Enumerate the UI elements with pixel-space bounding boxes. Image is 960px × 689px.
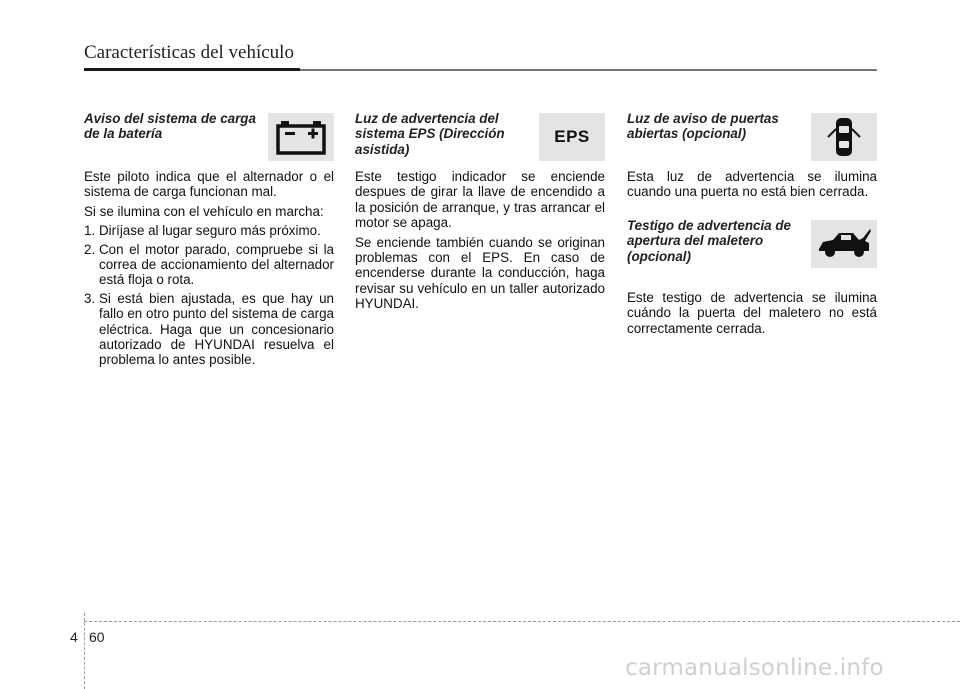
- footer-rule: [84, 621, 960, 622]
- trunk-section-header: [627, 218, 877, 290]
- trunk-paragraph-1: Este testigo de advertencia se ilumina cuándo la puerta del maletero no está correctamente cerrada.: [627, 289, 877, 336]
- eps-icon: EPS: [554, 127, 590, 147]
- column-eps: [355, 111, 605, 316]
- door-paragraph-1: Esta luz de advertencia se ilumina cuando una puerta no está bien cerrada.: [627, 169, 877, 200]
- column-door-trunk: [627, 111, 877, 340]
- battery-section-title: Aviso del sistema de carga de la batería: [84, 111, 256, 142]
- battery-icon: [275, 119, 327, 155]
- column-battery: [84, 111, 334, 371]
- header-rule-thin: [300, 69, 877, 71]
- door-open-icon: [824, 114, 864, 160]
- chapter-number: 4: [70, 629, 78, 645]
- battery-steps-list: [84, 223, 334, 368]
- eps-section-title: Luz de advertencia del sistema EPS (Dirección asistida): [355, 111, 505, 157]
- eps-paragraph-2: Se enciende también cuando se originan problemas con el EPS. En caso de encenderse durante la conducción, haga revisar su vehículo en un taller autorizado HYUNDAI.: [355, 234, 605, 312]
- list-item: 3. Si está bien ajustada, es que hay un fallo en otro punto del sistema de carga eléctrica. Haga que un concesionario autorizado de HYUNDAI resuelva el problema lo antes posible.: [84, 290, 334, 368]
- eps-section-header: [355, 111, 605, 169]
- battery-section-header: [84, 111, 334, 169]
- list-item: 1. Diríjase al lugar seguro más próximo.: [84, 223, 321, 239]
- page-number: 60: [89, 629, 105, 645]
- battery-paragraph-1: Este piloto indica que el alternador o el sistema de carga funcionan mal.: [84, 169, 334, 200]
- header-rule-thick: [84, 68, 300, 71]
- door-section-title: Luz de aviso de puertas abiertas (opcional): [627, 111, 779, 142]
- footer-divider: [84, 613, 86, 689]
- eps-icon-box: [539, 113, 605, 161]
- trunk-icon-box: [811, 220, 877, 268]
- door-icon-box: [811, 113, 877, 161]
- page-header-title: Características del vehículo: [84, 42, 294, 63]
- watermark-text: carmanualsonline.info: [625, 655, 884, 681]
- battery-paragraph-2: Si se ilumina con el vehículo en marcha:: [84, 203, 324, 219]
- trunk-open-icon: [815, 227, 873, 261]
- door-section-header: [627, 111, 877, 169]
- eps-paragraph-1: Este testigo indicador se enciende despues de girar la llave de encendido a la posición de arranque, y tras arrancar el motor se apaga.: [355, 169, 605, 231]
- list-item: 2. Con el motor parado, compruebe si la correa de accionamiento del alternador está floja o rota.: [84, 241, 334, 288]
- battery-icon-box: [268, 113, 334, 161]
- trunk-section-title: Testigo de advertencia de apertura del maletero (opcional): [627, 217, 791, 264]
